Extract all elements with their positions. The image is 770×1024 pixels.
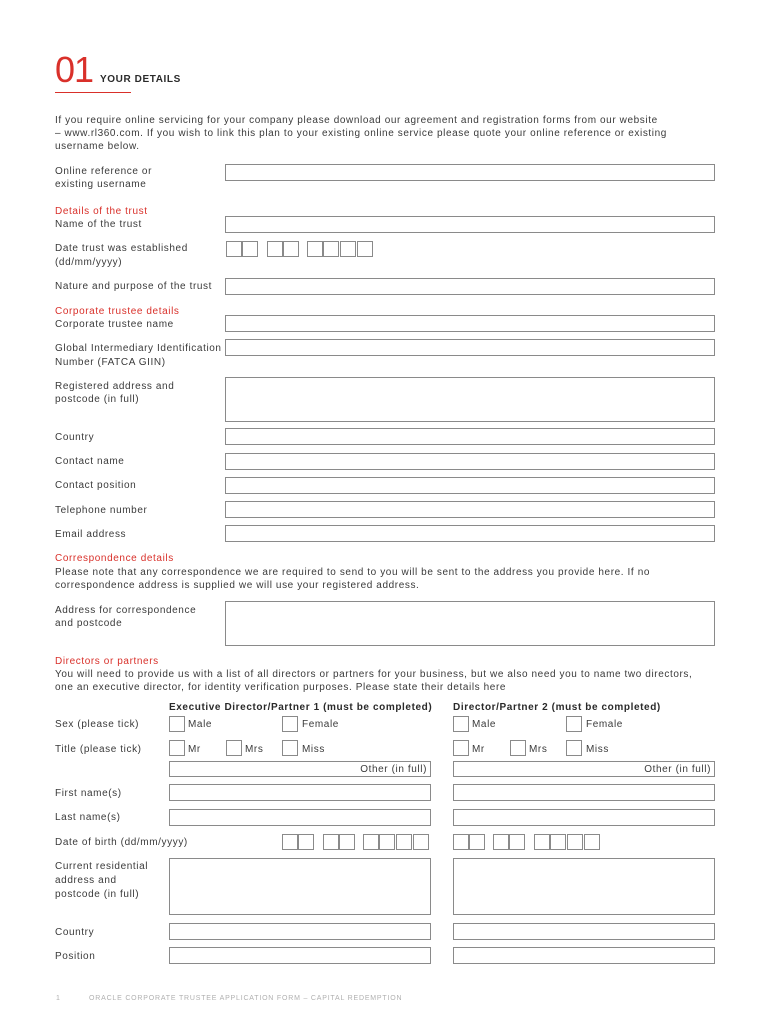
correspondence-address-label-2: and postcode bbox=[55, 618, 123, 629]
contact-name-label: Contact name bbox=[55, 456, 125, 467]
correspondence-address-label-1: Address for correspondence bbox=[55, 605, 197, 616]
d1-first-names-input[interactable] bbox=[169, 784, 431, 801]
first-names-label: First name(s) bbox=[55, 788, 122, 799]
trust-heading: Details of the trust bbox=[55, 206, 148, 217]
date-digit-box[interactable] bbox=[550, 834, 566, 850]
d1-other-input[interactable] bbox=[169, 761, 431, 777]
date-digit-box[interactable] bbox=[534, 834, 550, 850]
director1-title: Executive Director/Partner 1 (must be completed) bbox=[169, 702, 433, 713]
d1-mr-checkbox[interactable] bbox=[169, 740, 185, 756]
d1-dob-month[interactable] bbox=[323, 834, 356, 850]
d2-miss-label: Miss bbox=[586, 744, 609, 755]
country-input[interactable] bbox=[225, 428, 715, 445]
director-country-label: Country bbox=[55, 927, 95, 938]
trust-date-year[interactable] bbox=[307, 241, 374, 257]
director-position-label: Position bbox=[55, 951, 96, 962]
date-digit-box[interactable] bbox=[567, 834, 583, 850]
date-digit-box[interactable] bbox=[298, 834, 314, 850]
date-digit-box[interactable] bbox=[267, 241, 283, 257]
trust-name-input[interactable] bbox=[225, 216, 715, 233]
d2-dob-day[interactable] bbox=[453, 834, 486, 850]
registered-address-label-1: Registered address and bbox=[55, 381, 175, 392]
correspondence-heading: Correspondence details bbox=[55, 553, 174, 564]
d1-female-checkbox[interactable] bbox=[282, 716, 298, 732]
date-digit-box[interactable] bbox=[323, 241, 339, 257]
director2-title: Director/Partner 2 (must be completed) bbox=[453, 702, 661, 713]
date-digit-box[interactable] bbox=[357, 241, 373, 257]
date-digit-box[interactable] bbox=[282, 834, 298, 850]
d2-dob-year[interactable] bbox=[534, 834, 601, 850]
d2-mrs-checkbox[interactable] bbox=[510, 740, 526, 756]
d2-other-label: Other (in full) bbox=[644, 764, 711, 775]
contact-name-input[interactable] bbox=[225, 453, 715, 470]
giin-input[interactable] bbox=[225, 339, 715, 356]
registered-address-label-2: postcode (in full) bbox=[55, 394, 140, 405]
date-digit-box[interactable] bbox=[339, 834, 355, 850]
section-title: YOUR DETAILS bbox=[100, 74, 181, 85]
telephone-label: Telephone number bbox=[55, 505, 148, 516]
d2-dob-month[interactable] bbox=[493, 834, 526, 850]
date-digit-box[interactable] bbox=[509, 834, 525, 850]
d2-miss-checkbox[interactable] bbox=[566, 740, 582, 756]
d2-mr-label: Mr bbox=[472, 744, 485, 755]
trust-date-label-2: (dd/mm/yyyy) bbox=[55, 257, 123, 268]
d1-mrs-checkbox[interactable] bbox=[226, 740, 242, 756]
email-input[interactable] bbox=[225, 525, 715, 542]
date-digit-box[interactable] bbox=[340, 241, 356, 257]
corporate-heading: Corporate trustee details bbox=[55, 306, 180, 317]
date-digit-box[interactable] bbox=[379, 834, 395, 850]
d1-female-label: Female bbox=[302, 719, 339, 730]
trust-date-month[interactable] bbox=[267, 241, 300, 257]
telephone-input[interactable] bbox=[225, 501, 715, 518]
intro-line-3: username below. bbox=[55, 141, 140, 152]
date-digit-box[interactable] bbox=[413, 834, 429, 850]
contact-position-label: Contact position bbox=[55, 480, 137, 491]
date-digit-box[interactable] bbox=[396, 834, 412, 850]
giin-label-2: Number (FATCA GIIN) bbox=[55, 357, 166, 368]
d2-male-label: Male bbox=[472, 719, 497, 730]
date-digit-box[interactable] bbox=[469, 834, 485, 850]
date-digit-box[interactable] bbox=[283, 241, 299, 257]
date-digit-box[interactable] bbox=[584, 834, 600, 850]
d1-country-input[interactable] bbox=[169, 923, 431, 940]
intro-line-2: – www.rl360.com. If you wish to link this plan to your existing online service please quote your online reference or existing bbox=[55, 128, 667, 139]
d2-male-checkbox[interactable] bbox=[453, 716, 469, 732]
d1-last-names-input[interactable] bbox=[169, 809, 431, 826]
date-digit-box[interactable] bbox=[307, 241, 323, 257]
corporate-name-label: Corporate trustee name bbox=[55, 319, 174, 330]
date-digit-box[interactable] bbox=[226, 241, 242, 257]
section-number: 01 bbox=[55, 49, 94, 90]
date-digit-box[interactable] bbox=[323, 834, 339, 850]
last-names-label: Last name(s) bbox=[55, 812, 121, 823]
trust-purpose-label: Nature and purpose of the trust bbox=[55, 281, 213, 292]
d2-female-label: Female bbox=[586, 719, 623, 730]
d1-res-address-input[interactable] bbox=[169, 858, 431, 915]
d1-male-checkbox[interactable] bbox=[169, 716, 185, 732]
online-ref-label-2: existing username bbox=[55, 179, 147, 190]
title-label: Title (please tick) bbox=[55, 744, 142, 755]
date-digit-box[interactable] bbox=[363, 834, 379, 850]
directors-note-2: one an executive director, for identity verification purposes. Please state their details here bbox=[55, 682, 507, 693]
res-address-label-3: postcode (in full) bbox=[55, 889, 140, 900]
d1-dob-year[interactable] bbox=[363, 834, 430, 850]
trust-purpose-input[interactable] bbox=[225, 278, 715, 295]
dob-label: Date of birth (dd/mm/yyyy) bbox=[55, 837, 188, 848]
trust-name-label: Name of the trust bbox=[55, 219, 142, 230]
res-address-label-1: Current residential bbox=[55, 861, 149, 872]
correspondence-note-2: correspondence address is supplied we will use your registered address. bbox=[55, 580, 420, 591]
giin-label-1: Global Intermediary Identification bbox=[55, 343, 222, 354]
directors-heading: Directors or partners bbox=[55, 656, 159, 667]
directors-note-1: You will need to provide us with a list of all directors or partners for your business, but we also need you to name two directors, bbox=[55, 669, 693, 680]
date-digit-box[interactable] bbox=[453, 834, 469, 850]
correspondence-address-input[interactable] bbox=[225, 601, 715, 646]
footer-page-number: 1 bbox=[56, 995, 61, 1002]
d2-last-names-input[interactable] bbox=[453, 809, 715, 826]
corporate-name-input[interactable] bbox=[225, 315, 715, 332]
d2-other-input[interactable] bbox=[453, 761, 715, 777]
d1-dob-day[interactable] bbox=[282, 834, 315, 850]
d1-male-label: Male bbox=[188, 719, 213, 730]
d2-mrs-label: Mrs bbox=[529, 744, 548, 755]
date-digit-box[interactable] bbox=[242, 241, 258, 257]
section-rule bbox=[55, 92, 131, 93]
trust-date-label-1: Date trust was established bbox=[55, 243, 188, 254]
d1-miss-checkbox[interactable] bbox=[282, 740, 298, 756]
d1-mr-label: Mr bbox=[188, 744, 201, 755]
d2-res-address-input[interactable] bbox=[453, 858, 715, 915]
d1-position-input[interactable] bbox=[169, 947, 431, 964]
d2-female-checkbox[interactable] bbox=[566, 716, 582, 732]
d1-other-label: Other (in full) bbox=[360, 764, 427, 775]
sex-label: Sex (please tick) bbox=[55, 719, 140, 730]
d1-mrs-label: Mrs bbox=[245, 744, 264, 755]
trust-date-day[interactable] bbox=[226, 241, 259, 257]
d2-position-input[interactable] bbox=[453, 947, 715, 964]
d2-country-input[interactable] bbox=[453, 923, 715, 940]
email-label: Email address bbox=[55, 529, 127, 540]
d2-mr-checkbox[interactable] bbox=[453, 740, 469, 756]
d1-miss-label: Miss bbox=[302, 744, 325, 755]
correspondence-note-1: Please note that any correspondence we are required to send to you will be sent to the address you provide here. If no bbox=[55, 567, 651, 578]
intro-line-1: If you require online servicing for your company please download our agreement and registration forms from our website bbox=[55, 115, 658, 126]
contact-position-input[interactable] bbox=[225, 477, 715, 494]
country-label: Country bbox=[55, 432, 95, 443]
registered-address-input[interactable] bbox=[225, 377, 715, 422]
online-ref-label-1: Online reference or bbox=[55, 166, 153, 177]
online-ref-input[interactable] bbox=[225, 164, 715, 181]
date-digit-box[interactable] bbox=[493, 834, 509, 850]
d2-first-names-input[interactable] bbox=[453, 784, 715, 801]
footer-text: ORACLE CORPORATE TRUSTEE APPLICATION FORM – CAPITAL REDEMPTION bbox=[89, 995, 403, 1002]
res-address-label-2: address and bbox=[55, 875, 117, 886]
